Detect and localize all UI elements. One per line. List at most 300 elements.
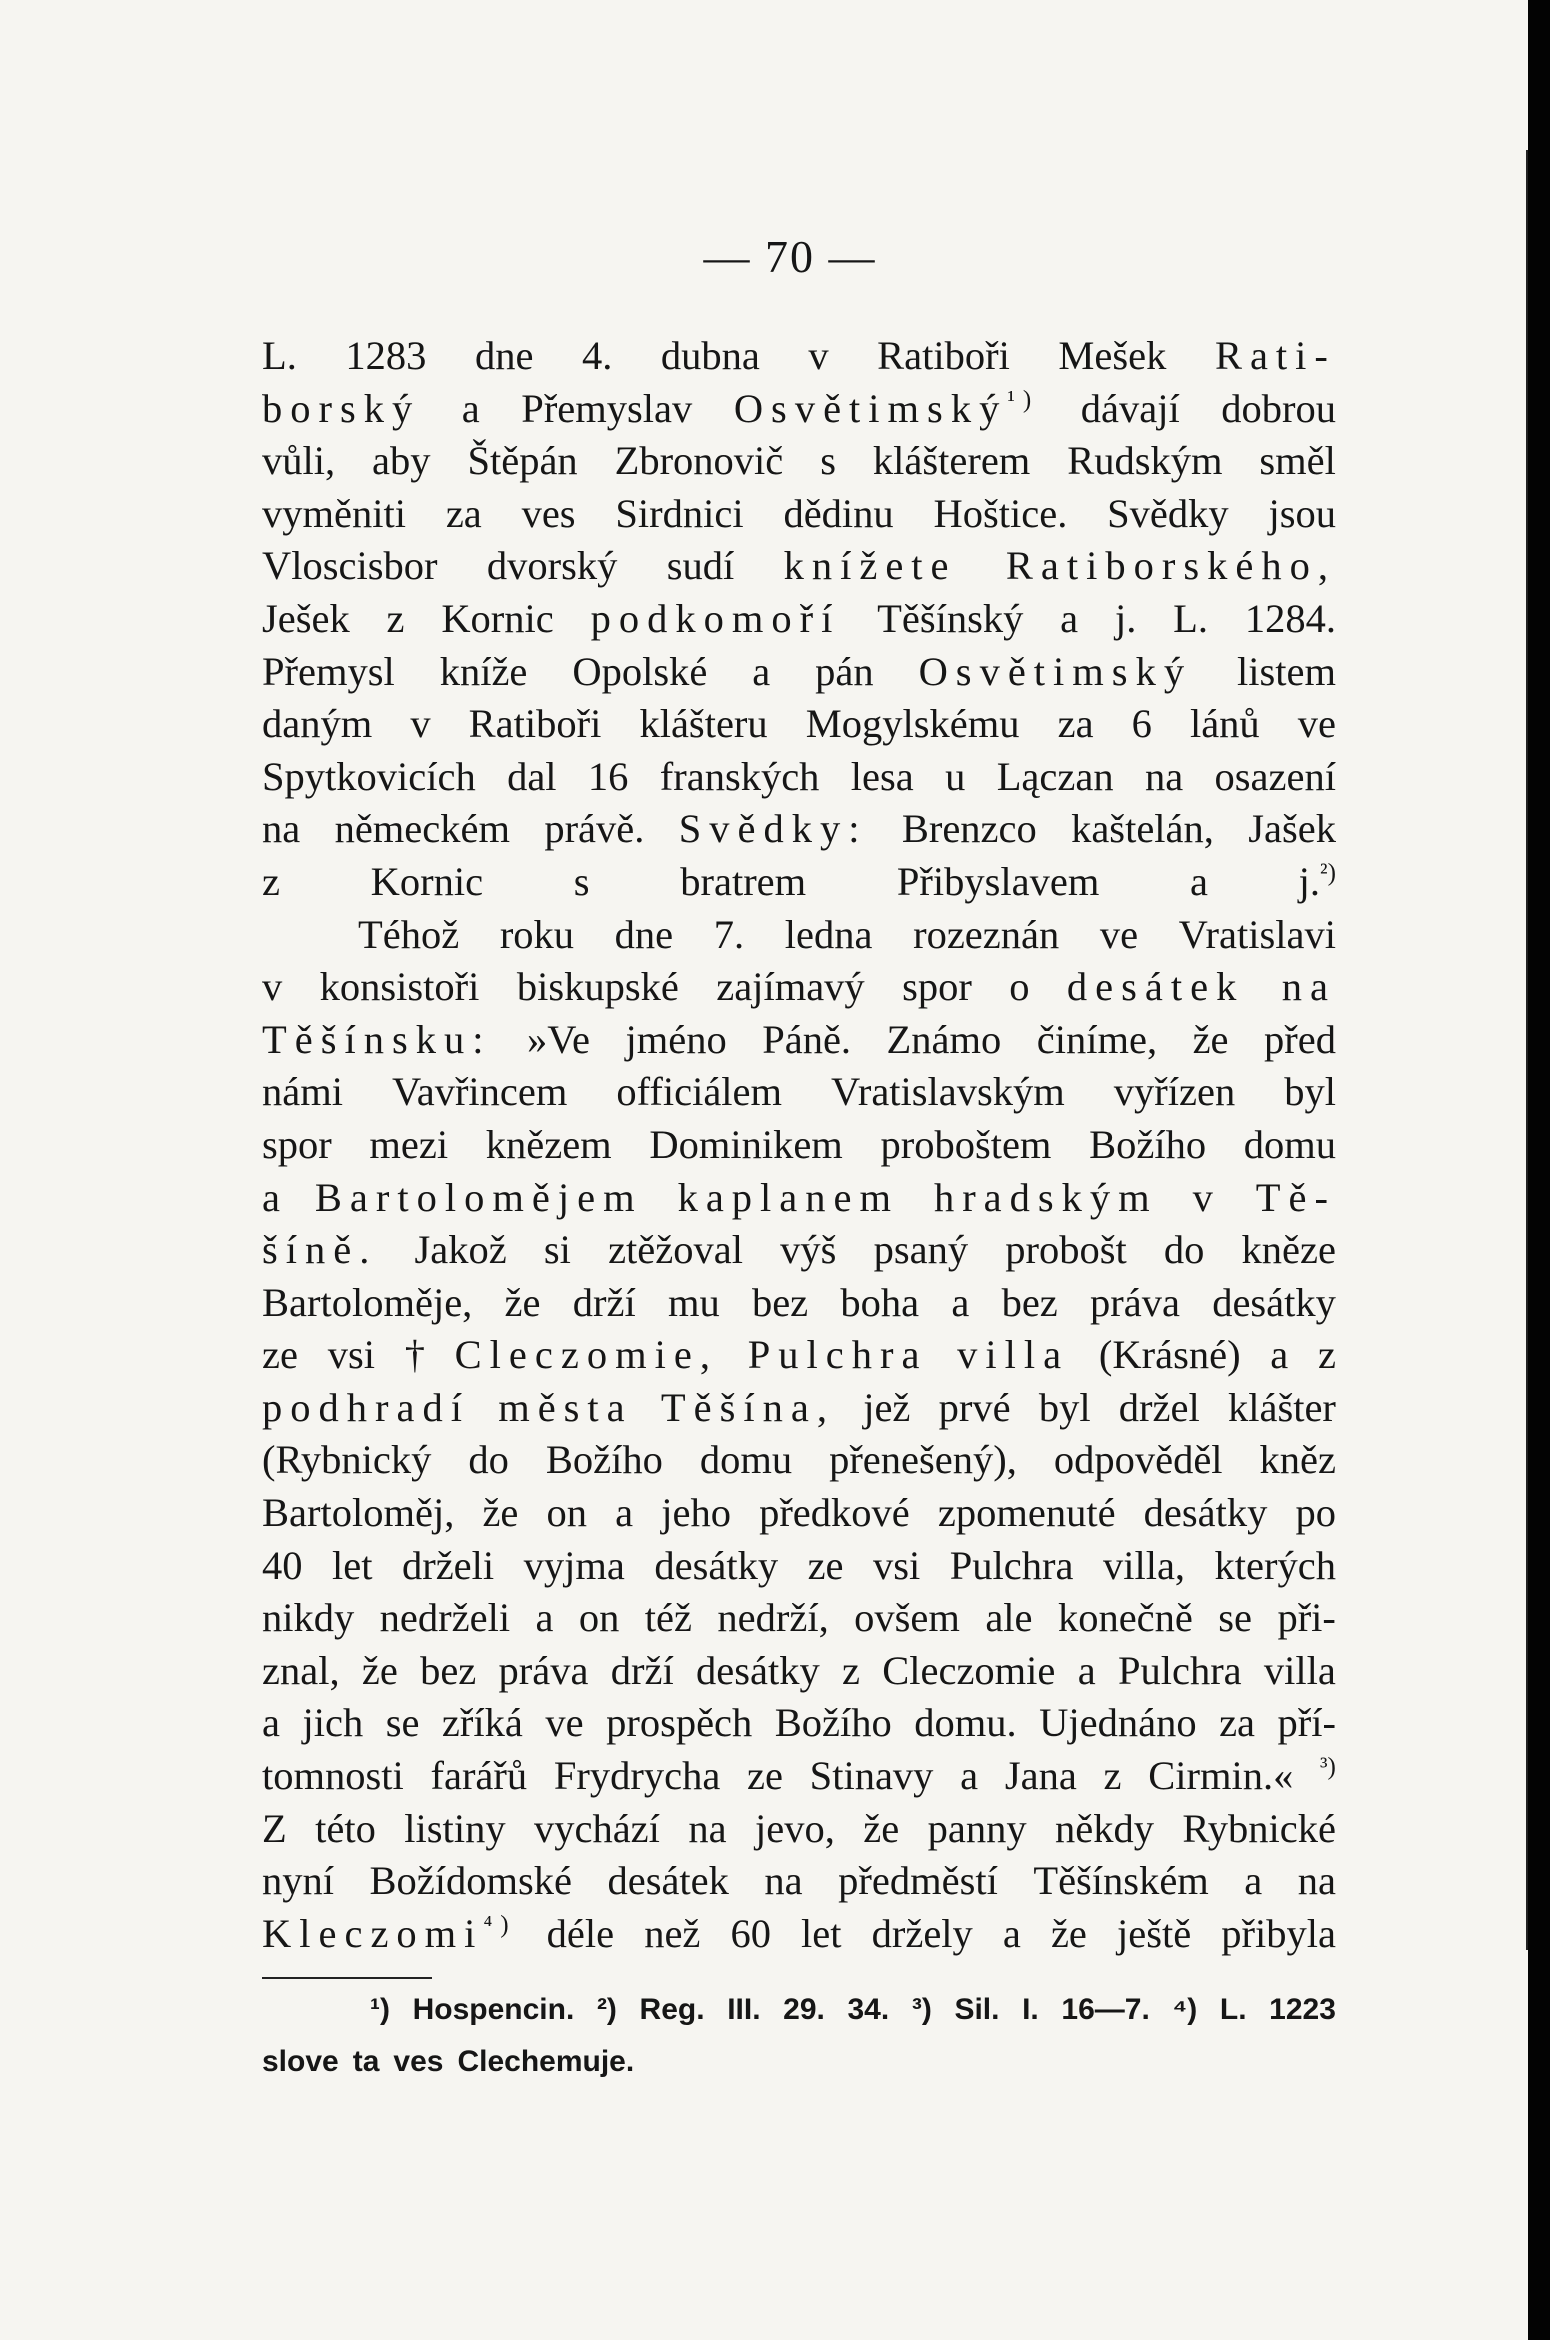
text-word: hradským (933, 1174, 1158, 1220)
text-word: že (863, 1805, 900, 1851)
text-word: u (945, 753, 966, 799)
text-line (262, 540, 1336, 593)
text-word: dal (507, 753, 557, 799)
text-word: listiny (404, 1805, 506, 1851)
text-line (262, 1066, 1336, 1119)
text-word: v (1192, 1174, 1221, 1220)
text-word: na (764, 1858, 803, 1904)
footnote-word: ¹) (370, 1993, 390, 2026)
text-word: města (498, 1384, 633, 1430)
text-word: 1284. (1244, 595, 1336, 641)
text-word: villa (1263, 1647, 1336, 1693)
text-word: mu (667, 1279, 720, 1325)
text-word: Dominikem (649, 1121, 843, 1167)
text-word: desátky (696, 1647, 820, 1693)
text-word: výš (780, 1227, 837, 1273)
footnote-word: L. (1219, 1993, 1247, 2026)
text-word: vyměniti (262, 490, 406, 536)
text-word: dědinu (783, 490, 894, 536)
text-word: ves (521, 490, 576, 536)
text-word: drží (572, 1279, 636, 1325)
text-word: j. (1114, 595, 1137, 641)
footnote-word: slove (262, 2045, 339, 2078)
text-word: Spytkovicích (262, 753, 476, 799)
text-word: Rybnické (1182, 1805, 1336, 1851)
text-word: on (546, 1490, 588, 1536)
text-word: kníže (439, 648, 528, 694)
text-word: dobrou (1221, 385, 1336, 431)
text-word: do (1163, 1227, 1205, 1273)
text-word: z (841, 1647, 860, 1693)
text-word: spor (902, 964, 972, 1010)
text-word: práva (498, 1647, 589, 1693)
text-word: bratrem (680, 858, 807, 904)
text-word: Těšína, (660, 1384, 835, 1430)
text-word: vsi (873, 1542, 921, 1588)
text-word: Cleczomie, (454, 1332, 718, 1378)
text-word: Pulchra (747, 1332, 928, 1378)
text-word: pán (815, 648, 874, 694)
text-word: Těšínský (877, 595, 1024, 641)
text-word: drží (610, 1647, 674, 1693)
text-word: desátky (654, 1542, 779, 1588)
footnote-word: ²) (596, 1993, 617, 2026)
text-word: spor (262, 1121, 332, 1167)
text-word: Brenzco (901, 806, 1037, 852)
text-word: o (1009, 964, 1030, 1010)
text-line (262, 435, 1336, 488)
text-word: ze (807, 1542, 844, 1588)
text-word: Jakož (414, 1227, 507, 1273)
text-word: odpověděl (1053, 1437, 1223, 1483)
text-word: při- (1277, 1595, 1336, 1641)
text-word: psaný (873, 1227, 969, 1273)
text-word: držely (871, 1910, 973, 1956)
text-word: vyřízen (1113, 1069, 1236, 1115)
text-word: a (1244, 1858, 1263, 1904)
text-line (262, 330, 1336, 383)
text-word: vsi (327, 1332, 375, 1378)
text-word: do (468, 1437, 509, 1483)
text-word: a (262, 1174, 280, 1220)
text-word: v (262, 964, 283, 1010)
text-word: klášteru (639, 701, 768, 747)
text-word: sudí (666, 543, 735, 589)
text-word: činíme, (1036, 1016, 1158, 1062)
footnote-word: I. (1022, 1993, 1039, 2026)
text-word: ještě (1116, 1910, 1192, 1956)
text-word: villa, (1102, 1542, 1186, 1588)
text-word: po (1295, 1490, 1336, 1536)
text-word: Zbronovič (614, 438, 784, 484)
text-line (262, 1172, 1336, 1225)
footnote-word: ⁴) (1172, 1993, 1198, 2026)
footnotes-block (262, 1984, 1336, 2088)
text-word: ³) (1320, 1753, 1336, 1781)
text-word: za (1219, 1700, 1256, 1746)
text-word: franských (659, 753, 820, 799)
main-text-block (262, 330, 1336, 1960)
text-word: jež (863, 1384, 911, 1430)
footnote-word: ves (393, 2045, 444, 2078)
text-word: Vloscisbor (262, 543, 438, 589)
text-word: Ratiborského, (1005, 543, 1336, 589)
text-word: šíně. (262, 1227, 378, 1273)
text-line (262, 909, 1336, 962)
text-word: přenešený), (829, 1437, 1017, 1483)
text-word: nyní (262, 1858, 335, 1904)
text-word: daným (262, 701, 373, 747)
text-word: a (1060, 595, 1079, 641)
text-word: (Rybnický (262, 1437, 432, 1483)
text-word: prospěch (606, 1700, 753, 1746)
text-line (262, 1277, 1336, 1330)
text-line (262, 803, 1336, 856)
text-word: ve (1099, 911, 1139, 957)
text-word: ze (747, 1753, 783, 1799)
text-word: za (1057, 701, 1094, 747)
text-word: a (1270, 1332, 1289, 1378)
text-word: námi (262, 1069, 343, 1115)
text-word: též (644, 1595, 693, 1641)
text-word: prvé (938, 1384, 1011, 1430)
text-word: Přemyslav (521, 385, 693, 431)
text-word: pří- (1277, 1700, 1336, 1746)
text-line (262, 646, 1336, 699)
text-word: 4. (581, 333, 613, 378)
text-word: kterých (1214, 1542, 1336, 1588)
text-word: s (820, 438, 836, 484)
text-word: vychází (533, 1805, 660, 1851)
text-line (262, 1224, 1336, 1277)
text-line (262, 1434, 1336, 1487)
text-word: dávají (1080, 385, 1180, 431)
text-word: přibyla (1221, 1910, 1336, 1956)
text-line (262, 383, 1336, 436)
text-word: za (445, 490, 482, 536)
page-number: — 70 — (703, 231, 877, 282)
text-word: desátky (1212, 1279, 1336, 1325)
text-word: znal, (262, 1647, 340, 1693)
footnote-word: ta (352, 2045, 380, 2078)
text-word: této (315, 1805, 376, 1851)
text-word: biskupské (516, 964, 679, 1010)
text-word: mezi (369, 1121, 449, 1167)
text-word: a (262, 1700, 280, 1746)
text-word: Božího (774, 1700, 892, 1746)
footnote-word: 16—7. (1061, 1993, 1150, 2026)
text-word: 7. (713, 911, 745, 957)
text-word: bez (420, 1647, 477, 1693)
text-word: Mešek (1058, 333, 1167, 378)
text-word: vyjma (523, 1542, 625, 1588)
text-word: Těšínsku: (262, 1016, 492, 1062)
text-word: Cirmin.« (1148, 1753, 1294, 1799)
text-word: 6 (1131, 701, 1152, 747)
text-line (262, 1803, 1336, 1856)
text-word: kněze (1241, 1227, 1336, 1273)
text-word: dne (614, 911, 674, 957)
text-word: osazení (1214, 753, 1336, 799)
text-word: v (808, 333, 829, 378)
text-word: zříká (441, 1700, 523, 1746)
text-word: ze (262, 1332, 298, 1378)
text-word: ve (545, 1700, 584, 1746)
text-line (262, 1329, 1336, 1382)
scan-edge-shadow (1528, 0, 1550, 2340)
text-line (262, 1750, 1336, 1803)
text-word: villa (957, 1332, 1070, 1378)
text-word: že (1050, 1910, 1087, 1956)
text-word: Sirdnici (615, 490, 744, 536)
text-word: Božídomské (369, 1858, 572, 1904)
text-line (262, 751, 1336, 804)
text-line (262, 1014, 1336, 1067)
text-word: z (262, 858, 280, 904)
footnote-word: 29. (783, 1993, 825, 2026)
text-word: déle (546, 1910, 615, 1956)
text-word: před (1264, 1016, 1336, 1062)
text-word: Bartolomějem (314, 1174, 643, 1220)
text-word: j.$^{^2)}$ (1298, 858, 1336, 904)
text-word: L. (262, 333, 297, 378)
text-word: Kornic (370, 858, 484, 904)
footnote-word: III. (727, 1993, 761, 2026)
text-word: borský (262, 385, 421, 431)
text-line (262, 1119, 1336, 1172)
text-word: on (578, 1595, 620, 1641)
text-word: a (951, 1279, 970, 1325)
text-word: dubna (660, 333, 760, 378)
text-word: v (410, 701, 431, 747)
text-word: ztěžoval (608, 1227, 743, 1273)
text-word: předměstí (838, 1858, 998, 1904)
text-word: nedrží, (717, 1595, 829, 1641)
footnote-word: Clechemuje. (457, 2045, 635, 2078)
text-line (262, 1382, 1336, 1435)
text-word: a (1002, 1910, 1021, 1956)
text-word: Přemysl (262, 648, 395, 694)
text-word: Přibyslavem (896, 858, 1100, 904)
footnote-line (262, 2036, 1336, 2088)
text-word: kaštelán, (1071, 806, 1214, 852)
text-word: konsistoři (319, 964, 480, 1010)
text-word: kněz (1259, 1437, 1336, 1483)
text-word: Lączan (996, 753, 1114, 799)
footnote-word: Sil. (954, 1993, 1000, 2026)
text-word: Ratiboři (877, 333, 1010, 378)
text-word: Bartoloměj, (262, 1490, 455, 1536)
text-word: Božího (545, 1437, 663, 1483)
text-word: bez (751, 1279, 809, 1325)
text-word: L. (1173, 595, 1209, 641)
text-line (262, 856, 1336, 909)
text-word: Kornic (441, 595, 554, 641)
text-word: Vavřincem (391, 1069, 568, 1115)
text-word: byl (1038, 1384, 1091, 1430)
text-word: roku (499, 911, 575, 957)
text-word: Kleczomi$^{^4)}$ (262, 1910, 517, 1956)
text-word: německém (334, 806, 510, 852)
text-line (262, 1592, 1336, 1645)
text-word: než (644, 1910, 701, 1956)
text-word: Opolské (572, 648, 708, 694)
text-word: Frydrycha (553, 1753, 721, 1799)
text-word: Štěpán (467, 438, 578, 484)
text-word: Osvětimský (918, 648, 1193, 694)
text-word: listem (1237, 648, 1336, 694)
text-word: klášterem (872, 438, 1031, 484)
text-word: a (1190, 858, 1208, 904)
text-word: z (1318, 1332, 1336, 1378)
text-word: na (1281, 964, 1336, 1010)
text-word: a (1077, 1647, 1096, 1693)
text-word: nikdy (262, 1595, 355, 1641)
text-word: z (1103, 1753, 1122, 1799)
text-word: 1283 (345, 333, 427, 378)
text-word: Jašek (1248, 806, 1336, 852)
text-word: práva (1090, 1279, 1180, 1325)
text-word: Těšínském (1033, 1858, 1209, 1904)
text-word: Tě- (1255, 1174, 1336, 1220)
text-word: a (615, 1490, 634, 1536)
text-word: předkové (759, 1490, 910, 1536)
text-word: ale (985, 1595, 1033, 1641)
text-word: že (504, 1279, 541, 1325)
text-word: ledna (784, 911, 873, 957)
text-word: bez (1001, 1279, 1058, 1325)
text-word: let (801, 1910, 842, 1956)
text-word: tomnosti (262, 1753, 404, 1799)
text-word: 60 (730, 1910, 771, 1956)
text-word: let (331, 1542, 373, 1588)
text-word: knížete (783, 543, 957, 589)
text-word: lesa (850, 753, 914, 799)
text-word: Pulchra (949, 1542, 1074, 1588)
footnote-word: Reg. (639, 1993, 705, 2026)
text-word: Bartoloměje, (262, 1279, 473, 1325)
text-word: (Krásné) (1098, 1332, 1241, 1378)
text-word: Pulchra (1117, 1647, 1242, 1693)
text-word: Ujednáno (1039, 1700, 1197, 1746)
text-word: Hoštice. (933, 490, 1068, 536)
text-word: a (752, 648, 771, 694)
text-word: domu (1243, 1121, 1336, 1167)
text-word: jméno (625, 1016, 727, 1062)
footnote-rule (262, 1977, 432, 1979)
text-word: rozeznán (913, 911, 1060, 957)
text-word: nedrželi (379, 1595, 511, 1641)
text-line (262, 698, 1336, 751)
text-word: držel (1118, 1384, 1200, 1430)
text-word: a (960, 1753, 979, 1799)
text-word: zajímavý (716, 964, 865, 1010)
footnote-line (262, 1984, 1336, 2036)
text-word: někdy (1054, 1805, 1154, 1851)
text-word: kaplanem (677, 1174, 899, 1220)
text-word: Rudským (1067, 438, 1223, 484)
text-word: Svědky (1107, 490, 1229, 536)
text-word: Známo (886, 1016, 1002, 1062)
text-word: jsou (1268, 490, 1336, 536)
text-word: desátek (607, 1858, 729, 1904)
text-word: Ješek (262, 595, 350, 641)
text-word: na (1297, 1858, 1336, 1904)
text-word: farářů (430, 1753, 528, 1799)
text-line (262, 1908, 1336, 1961)
text-line (262, 1697, 1336, 1750)
text-word: že (482, 1490, 519, 1536)
text-word: 16 (587, 753, 629, 799)
footnote-word: ³) (911, 1993, 932, 2026)
text-word: desátek (1066, 964, 1245, 1010)
text-word: Rati- (1214, 333, 1336, 378)
text-word: se (385, 1700, 420, 1746)
text-word: Jana (1004, 1753, 1077, 1799)
text-word: s (573, 858, 590, 904)
text-line (262, 593, 1336, 646)
text-word: vůli, (262, 438, 336, 484)
text-word: probošt (1005, 1227, 1127, 1273)
text-word: si (543, 1227, 571, 1273)
text-word: Vratislavským (831, 1069, 1065, 1115)
text-word: a (535, 1595, 554, 1641)
text-word: že (361, 1647, 398, 1693)
text-word: »Ve (526, 1016, 590, 1062)
text-word: boha (840, 1279, 920, 1325)
text-word: dne (474, 333, 534, 378)
footnote-word: Hospencin. (412, 1993, 575, 2026)
text-word: se (1218, 1595, 1253, 1641)
text-line (262, 961, 1336, 1014)
text-word: jevo, (754, 1805, 835, 1851)
text-word: jich (302, 1700, 364, 1746)
text-word: na (262, 806, 301, 852)
text-word: proboštem (880, 1121, 1052, 1167)
text-word: aby (372, 438, 431, 484)
text-line (262, 1540, 1336, 1593)
text-word: směl (1259, 438, 1336, 484)
text-word: Osvětimský$^{^1)}$ (733, 385, 1040, 431)
text-word: podhradí (262, 1384, 470, 1430)
text-word: byl (1284, 1069, 1336, 1115)
text-word: desátky (1143, 1490, 1268, 1536)
text-word: knězem (485, 1121, 612, 1167)
text-word: domu (699, 1437, 793, 1483)
text-word: Stinavy (809, 1753, 934, 1799)
text-word: 40 (262, 1542, 303, 1588)
text-line (262, 1855, 1336, 1908)
text-word: podkomoří (590, 595, 841, 641)
text-word: Páně. (762, 1016, 852, 1062)
text-word: dvorský (486, 543, 618, 589)
text-word: že (1192, 1016, 1229, 1062)
text-line (262, 488, 1336, 541)
text-word: Vratislavi (1178, 911, 1336, 957)
text-word: na (688, 1805, 727, 1851)
text-word: na (1144, 753, 1184, 799)
text-word: konečně (1057, 1595, 1193, 1641)
text-word: ve (1297, 701, 1336, 747)
text-word: a (461, 385, 480, 431)
text-line (262, 1645, 1336, 1698)
text-word: Ratiboři (468, 701, 602, 747)
text-word: lánů (1189, 701, 1260, 747)
text-word: Cleczomie (882, 1647, 1056, 1693)
text-word: Téhož (358, 911, 460, 957)
text-word: ovšem (854, 1595, 960, 1641)
footnote-word: 34. (847, 1993, 890, 2026)
